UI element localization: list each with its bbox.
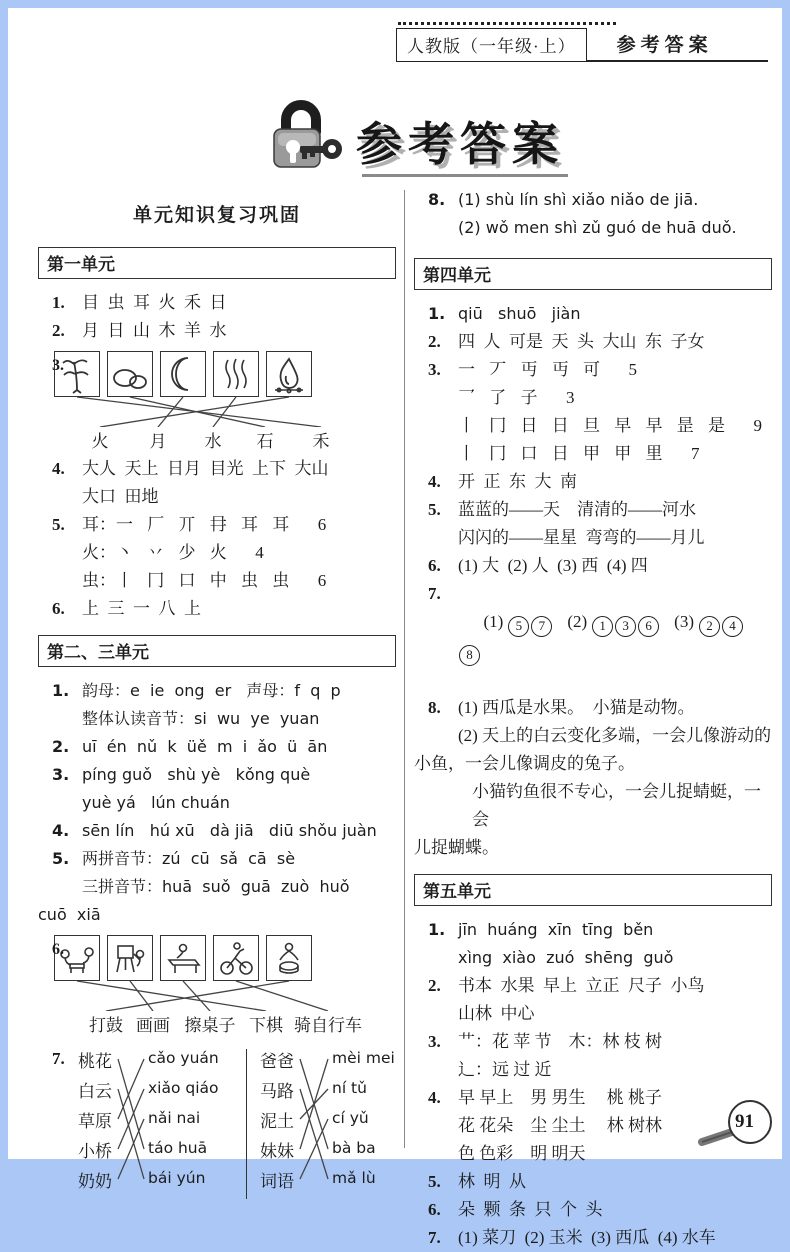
figure-label: 画画 bbox=[136, 1016, 170, 1035]
answer-text: (1) 菜刀 (2) 玉米 (3) 西瓜 (4) 水车 bbox=[458, 1228, 716, 1247]
answer-line bbox=[38, 761, 396, 789]
match-pinyin: táo huā bbox=[148, 1139, 208, 1157]
match-word: 奶奶 bbox=[78, 1172, 112, 1191]
answer-text: qiū shuō jiàn bbox=[458, 304, 581, 323]
answer-text: 蓝蓝的——天 清清的——河水 bbox=[458, 500, 696, 519]
answer-text: 色 色彩 明 明天 bbox=[458, 1144, 586, 1163]
answer-line bbox=[38, 317, 396, 345]
circled-number-group: 5 7 bbox=[507, 612, 553, 631]
answer-text: (1) shù lín shì xiǎo niǎo de jiā. bbox=[458, 190, 699, 209]
figure-label: 下棋 bbox=[249, 1016, 283, 1035]
page-number-badge bbox=[688, 1094, 784, 1154]
answer-line bbox=[38, 789, 396, 817]
match-pinyin: ní tǔ bbox=[332, 1079, 367, 1097]
item-number: 4. bbox=[52, 459, 65, 478]
item-number: 6. bbox=[52, 599, 65, 618]
lock-and-key-icon bbox=[266, 96, 352, 177]
match-pinyin: mèi mei bbox=[332, 1049, 395, 1067]
dotted-rule bbox=[398, 22, 616, 25]
match-pinyin: bái yún bbox=[148, 1169, 206, 1187]
match-word: 白云 bbox=[78, 1082, 112, 1101]
match-pinyin: cǎo yuán bbox=[148, 1049, 219, 1067]
unit23-header: 第二、三单元 bbox=[38, 635, 396, 667]
item-number: 1. bbox=[52, 293, 65, 312]
answer-text: 大人 天上 日月 目光 上下 大山 bbox=[82, 459, 329, 478]
item-number: 6. bbox=[428, 556, 441, 575]
item-number: 3. bbox=[52, 765, 70, 784]
answer-line bbox=[414, 1168, 772, 1196]
answer-text: 韵母：e ie ong er 声母：f q p bbox=[82, 681, 341, 700]
answer-text: uī én nǔ k üě m i ǎo ü ān bbox=[82, 737, 328, 756]
answer-text: (1) 大 (2) 人 (3) 西 (4) 四 bbox=[458, 556, 648, 575]
answer-text: (2) wǒ men shì zǔ guó de huā duǒ. bbox=[458, 218, 737, 237]
item-number: 4. bbox=[428, 472, 441, 491]
stroke-order-line bbox=[38, 511, 396, 539]
answer-text: 儿捉蝴蝶。 bbox=[414, 838, 499, 857]
answer-text: 目 虫 耳 火 禾 日 bbox=[82, 293, 227, 312]
answer-text: 大口 田地 bbox=[82, 487, 159, 506]
answer-text: 三拼音节：huā suǒ guā zuò huǒ bbox=[82, 877, 350, 896]
answer-text: 丨 冂 日 日 旦 早 早 昰 是 9 bbox=[458, 416, 762, 435]
answer-line bbox=[38, 595, 396, 623]
sub-item-label: (3) bbox=[674, 612, 694, 631]
answer-text: 书本 水果 早上 立正 尺子 小鸟 bbox=[458, 976, 705, 995]
item-number: 4. bbox=[52, 821, 70, 840]
item-number: 8. bbox=[428, 698, 441, 717]
word-pinyin-matching bbox=[38, 1047, 396, 1205]
crescent-moon-icon bbox=[160, 351, 206, 397]
answer-line bbox=[414, 694, 772, 722]
answer-text: 虫：丨 冂 口 中 虫 虫 6 bbox=[82, 571, 327, 590]
picture-row bbox=[54, 349, 396, 397]
item-number: 5. bbox=[428, 500, 441, 519]
answer-line bbox=[414, 214, 772, 242]
right-column bbox=[414, 186, 772, 1252]
answer-line bbox=[414, 1196, 772, 1224]
picture-row bbox=[54, 933, 396, 981]
answer-line bbox=[38, 455, 396, 483]
match-word: 小桥 bbox=[78, 1142, 112, 1161]
figure-label: 打鼓 bbox=[89, 1016, 123, 1035]
answer-line bbox=[414, 552, 772, 580]
item-number: 2. bbox=[52, 321, 65, 340]
match-word: 爸爸 bbox=[260, 1052, 294, 1071]
item-number: 5. bbox=[428, 1172, 441, 1191]
answer-line bbox=[414, 300, 772, 328]
match-word: 桃花 bbox=[78, 1052, 112, 1071]
item-number: 4. bbox=[428, 1088, 441, 1107]
figure-label: 石 bbox=[256, 432, 274, 451]
answer-text: píng guǒ shù yè kǒng què bbox=[82, 765, 311, 784]
answer-text: 乛 了 子 3 bbox=[458, 388, 575, 407]
answer-text: 耳：一 厂 丌 冄 耳 耳 6 bbox=[82, 515, 327, 534]
answer-text: 小鱼，一会儿像调皮的兔子。 bbox=[414, 754, 635, 773]
match-pinyin: bà ba bbox=[332, 1139, 376, 1157]
match-word: 草原 bbox=[78, 1112, 112, 1131]
item-number: 8. bbox=[428, 190, 446, 209]
item-number: 1. bbox=[428, 304, 446, 323]
answer-text: 整体认读音节：si wu ye yuan bbox=[82, 709, 320, 728]
answer-line bbox=[38, 845, 396, 873]
unit4-header: 第四单元 bbox=[414, 258, 772, 290]
figure-label: 火 bbox=[91, 432, 109, 451]
item-number: 5. bbox=[52, 515, 65, 534]
answer-line bbox=[38, 705, 396, 733]
item-number: 5. bbox=[52, 849, 70, 868]
left-column bbox=[38, 186, 396, 1205]
answer-text: 山林 中心 bbox=[458, 1004, 535, 1023]
answer-text: 艹：花 苹 节 木：林 枝 树 bbox=[458, 1032, 662, 1051]
stroke-order-line bbox=[414, 412, 772, 440]
header-answers-label: 参考答案 bbox=[616, 35, 713, 56]
answer-line bbox=[38, 901, 396, 929]
item-number: 3. bbox=[52, 357, 64, 374]
answer-text: 朵 颗 条 只 个 头 bbox=[458, 1200, 603, 1219]
answer-text: (2) 天上的白云变化多端，一会儿像游动的 bbox=[458, 726, 772, 745]
item-number: 2. bbox=[428, 976, 441, 995]
circled-number-group: 1 3 6 bbox=[591, 612, 660, 631]
answer-text: 月 日 山 木 羊 水 bbox=[82, 321, 227, 340]
water-ripples-icon bbox=[213, 351, 259, 397]
painting-icon bbox=[107, 935, 153, 981]
answer-text: 一 丆 丏 丏 可 5 bbox=[458, 360, 637, 379]
answer-line bbox=[414, 1224, 772, 1252]
header-row bbox=[396, 28, 768, 62]
answer-text: xìng xiào zuó shēng guǒ bbox=[458, 948, 674, 967]
figure-label: 骑自行车 bbox=[294, 1016, 362, 1035]
corner-header bbox=[396, 22, 768, 62]
figure-label: 禾 bbox=[312, 432, 330, 451]
item-number: 2. bbox=[52, 737, 70, 756]
answer-text: jīn huáng xīn tīng běn bbox=[458, 920, 654, 939]
unit1-header: 第一单元 bbox=[38, 247, 396, 279]
answer-line bbox=[414, 1056, 772, 1084]
match-pinyin: mǎ lù bbox=[332, 1169, 376, 1187]
answer-line bbox=[414, 750, 772, 778]
answer-line bbox=[414, 972, 772, 1000]
answer-text: 花 花朵 尘 尘土 林 树林 bbox=[458, 1116, 662, 1135]
main-title bbox=[266, 96, 568, 177]
answer-text: 上 三 一 八 上 bbox=[82, 599, 201, 618]
answer-line bbox=[414, 778, 772, 834]
item-number: 7. bbox=[52, 1049, 65, 1068]
match-pinyin: cí yǔ bbox=[332, 1109, 369, 1127]
wiping-table-icon bbox=[160, 935, 206, 981]
answer-line bbox=[38, 817, 396, 845]
match-lines-right bbox=[38, 1047, 394, 1205]
item-number: 3. bbox=[428, 1032, 441, 1051]
riding-bicycle-icon bbox=[213, 935, 259, 981]
item-number: 7. bbox=[428, 1228, 441, 1247]
item-number: 2. bbox=[428, 332, 441, 351]
answer-line bbox=[414, 722, 772, 750]
match-pinyin: nǎi nai bbox=[148, 1109, 201, 1127]
answer-line bbox=[414, 916, 772, 944]
match-pinyin: xiǎo qiáo bbox=[148, 1079, 219, 1097]
item-number: 7. bbox=[428, 584, 441, 603]
figure-label: 擦桌子 bbox=[184, 1016, 236, 1035]
answer-text: 两拼音节：zú cū sǎ cā sè bbox=[82, 849, 296, 868]
page-title-text: 参考答案 bbox=[356, 118, 564, 171]
answer-line bbox=[38, 873, 396, 901]
answer-line bbox=[38, 677, 396, 705]
answer-line bbox=[414, 468, 772, 496]
answer-line bbox=[414, 944, 772, 972]
matching-figure-unit23 bbox=[38, 933, 396, 1037]
item-number: 1. bbox=[428, 920, 446, 939]
answer-text: 丨 冂 口 日 甲 甲 里 7 bbox=[458, 444, 700, 463]
item-number: 3. bbox=[428, 360, 441, 379]
figure-labels bbox=[38, 427, 396, 453]
stroke-order-line bbox=[38, 539, 396, 567]
answer-line bbox=[414, 496, 772, 524]
match-word: 词语 bbox=[260, 1172, 294, 1191]
answer-line bbox=[414, 1000, 772, 1028]
answer-text: 四 人 可是 天 头 大山 东 子女 bbox=[458, 332, 705, 351]
answer-text: yuè yá lún chuán bbox=[82, 793, 230, 812]
answer-line bbox=[414, 328, 772, 356]
figure-label: 月 bbox=[149, 432, 167, 451]
answer-line bbox=[414, 834, 772, 862]
section-heading: 单元知识复习巩固 bbox=[132, 205, 301, 226]
fire-icon bbox=[266, 351, 312, 397]
answer-line bbox=[38, 289, 396, 317]
edition-label: 人教版（一年级·上） bbox=[396, 28, 587, 62]
sub-item-label: (2) bbox=[567, 612, 588, 631]
stones-icon bbox=[107, 351, 153, 397]
column-divider bbox=[404, 190, 405, 1148]
page-sheet bbox=[8, 8, 782, 1247]
circled-number-group: 2 48 bbox=[458, 612, 744, 660]
match-word: 马路 bbox=[260, 1082, 294, 1101]
answer-text: 辶：远 过 近 bbox=[458, 1060, 552, 1079]
answer-text: 小猫钓鱼很不专心，一会儿捉蜻蜓，一会 bbox=[472, 782, 761, 829]
page-number: 91 bbox=[735, 1111, 754, 1132]
answer-text: 闪闪的——星星 弯弯的——月儿 bbox=[458, 528, 705, 547]
figure-label: 水 bbox=[204, 432, 222, 451]
answer-line bbox=[38, 483, 396, 511]
answer-text: cuō xiā bbox=[38, 905, 101, 924]
title-underline bbox=[362, 174, 568, 177]
answer-text: 开 正 东 大 南 bbox=[458, 472, 577, 491]
page-title bbox=[356, 119, 568, 177]
match-word: 泥土 bbox=[260, 1112, 294, 1131]
circled-numbers-line bbox=[414, 580, 772, 694]
item-number: 1. bbox=[52, 681, 70, 700]
answer-line bbox=[414, 1028, 772, 1056]
answer-text: (1) 西瓜是水果。 小猫是动物。 bbox=[458, 698, 695, 717]
stroke-order-line bbox=[414, 356, 772, 384]
sub-item-label: (1) bbox=[483, 612, 504, 631]
match-word: 妹妹 bbox=[260, 1142, 294, 1161]
item-number: 6. bbox=[52, 941, 64, 958]
drumming-icon bbox=[266, 935, 312, 981]
matching-figure-unit1 bbox=[38, 349, 396, 453]
figure-labels bbox=[38, 1011, 396, 1037]
stroke-order-line bbox=[38, 567, 396, 595]
item-number: 6. bbox=[428, 1200, 441, 1219]
answer-line bbox=[414, 186, 772, 214]
answer-text: sēn lín hú xū dà jiā diū shǒu juàn bbox=[82, 821, 377, 840]
answer-line bbox=[38, 733, 396, 761]
connector-lines bbox=[38, 981, 394, 1011]
answer-text: 林 明 从 bbox=[458, 1172, 526, 1191]
connector-lines bbox=[38, 397, 394, 427]
answer-text: 早 早上 男 男生 桃 桃子 bbox=[458, 1088, 662, 1107]
answer-text: 火：丶 丷 少 火 4 bbox=[82, 543, 264, 562]
answer-line bbox=[414, 524, 772, 552]
stroke-order-line bbox=[414, 440, 772, 468]
unit5-header: 第五单元 bbox=[414, 874, 772, 906]
stroke-order-line bbox=[414, 384, 772, 412]
